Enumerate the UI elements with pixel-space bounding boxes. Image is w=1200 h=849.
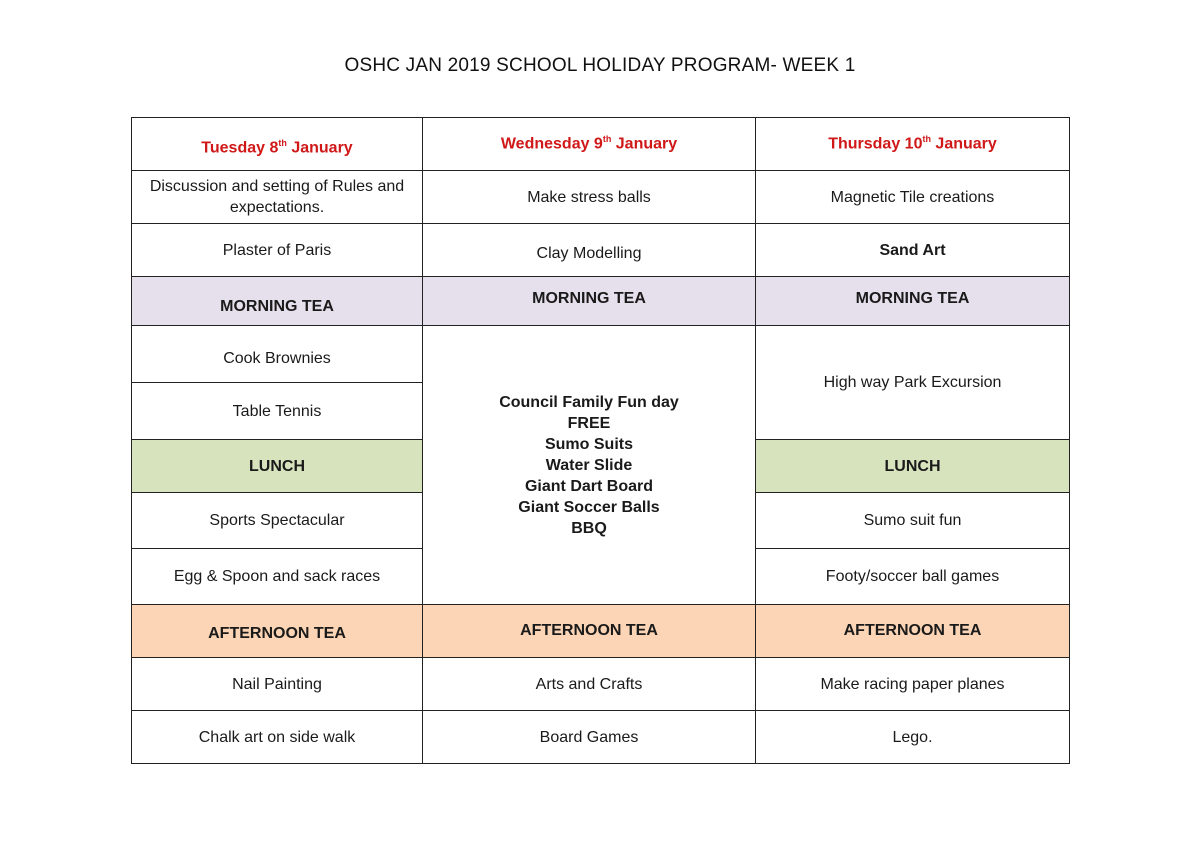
tuesday-activity-5: Sports Spectacular: [132, 493, 423, 549]
council-line: BBQ: [571, 519, 607, 537]
thursday-activity-5: Sumo suit fun: [756, 493, 1070, 549]
lunch-thursday: LUNCH: [756, 440, 1070, 493]
council-line: Council Family Fun day: [499, 393, 679, 411]
tuesday-activity-7: Nail Painting: [132, 658, 423, 711]
council-fun-day-cell: [423, 326, 756, 605]
morning-tea-wednesday: MORNING TEA: [423, 277, 756, 326]
morning-tea-thursday: MORNING TEA: [756, 277, 1070, 326]
activity-row: [132, 224, 1070, 277]
thursday-activity-7: Make racing paper planes: [756, 658, 1070, 711]
tuesday-activity-8: Chalk art on side walk: [132, 711, 423, 764]
activity-row: [132, 711, 1070, 764]
thursday-activity-6: Footy/soccer ball games: [756, 549, 1070, 605]
afternoon-tea-tuesday: AFTERNOON TEA: [132, 605, 423, 658]
activity-row: [132, 171, 1070, 224]
thursday-activity-2: Sand Art: [756, 224, 1070, 277]
thursday-activity-3: High way Park Excursion: [756, 326, 1070, 440]
council-line: Giant Soccer Balls: [518, 498, 660, 516]
council-line: FREE: [567, 414, 611, 432]
header-tuesday: Tuesday 8th January: [132, 118, 423, 171]
afternoon-tea-row: [132, 605, 1070, 658]
tuesday-activity-1: Discussion and setting of Rules and expectations.: [132, 171, 423, 224]
thursday-activity-8: Lego.: [756, 711, 1070, 764]
council-line: Water Slide: [545, 456, 633, 474]
afternoon-tea-wednesday: AFTERNOON TEA: [423, 605, 756, 658]
tuesday-activity-4: Table Tennis: [132, 383, 423, 440]
header-wednesday: Wednesday 9th January: [423, 118, 756, 171]
lunch-tuesday: LUNCH: [132, 440, 423, 493]
wednesday-activity-7: Arts and Crafts: [423, 658, 756, 711]
program-table: [131, 117, 1070, 764]
tuesday-activity-2: Plaster of Paris: [132, 224, 423, 277]
day-header-row: [132, 118, 1070, 171]
wednesday-activity-2: Clay Modelling: [423, 224, 756, 277]
morning-tea-tuesday: MORNING TEA: [132, 277, 423, 326]
activity-row: [132, 326, 1070, 383]
afternoon-tea-thursday: AFTERNOON TEA: [756, 605, 1070, 658]
header-thursday: Thursday 10th January: [756, 118, 1070, 171]
council-line: Giant Dart Board: [524, 477, 653, 495]
wednesday-activity-1: Make stress balls: [423, 171, 756, 224]
tuesday-activity-3: Cook Brownies: [132, 326, 423, 383]
council-line: Sumo Suits: [544, 435, 633, 453]
morning-tea-row: [132, 277, 1070, 326]
wednesday-activity-8: Board Games: [423, 711, 756, 764]
page-title: OSHC JAN 2019 SCHOOL HOLIDAY PROGRAM- WEEK 1: [344, 55, 856, 76]
thursday-activity-1: Magnetic Tile creations: [756, 171, 1070, 224]
tuesday-activity-6: Egg & Spoon and sack races: [132, 549, 423, 605]
activity-row: [132, 658, 1070, 711]
